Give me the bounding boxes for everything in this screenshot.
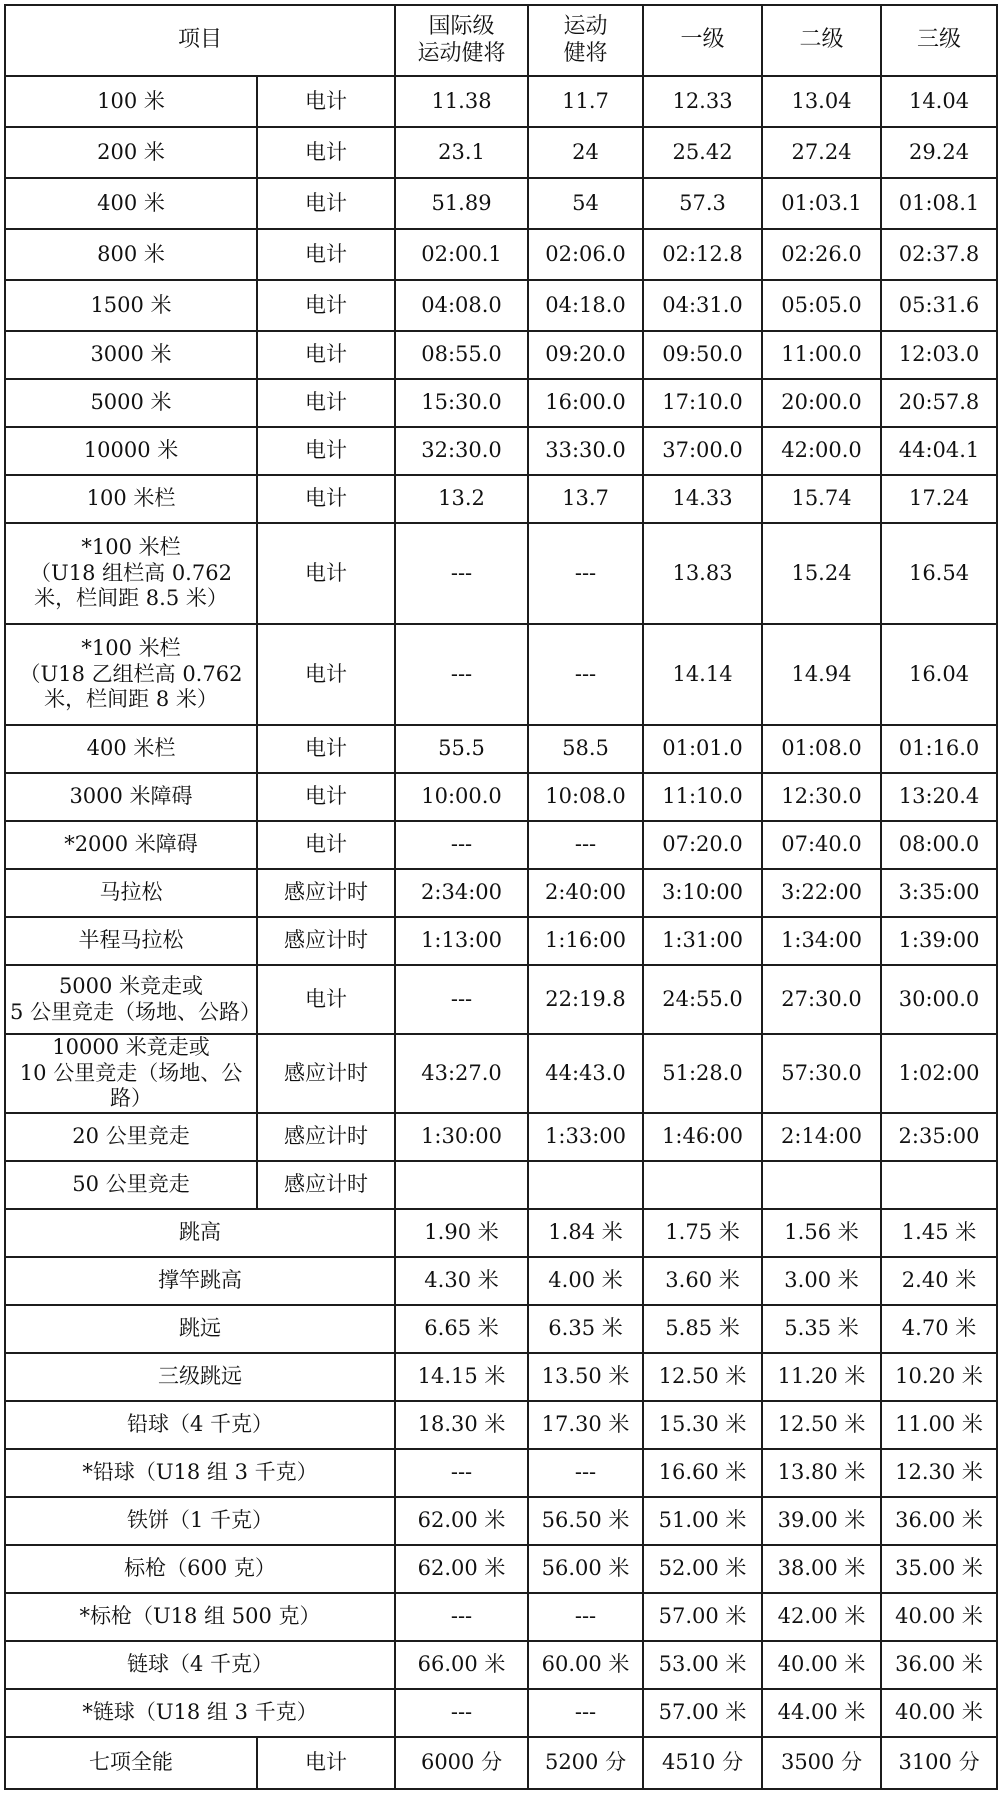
standard-value: 56.50 米 [528,1497,643,1545]
event-name: 半程马拉松 [5,917,257,965]
event-name: 100 米 [5,76,257,127]
standard-value: 14.94 [762,624,881,725]
table-row [5,1353,997,1401]
timing-method: 电计 [257,76,395,127]
standard-value: 10:08.0 [528,773,643,821]
standard-value: 56.00 米 [528,1545,643,1593]
table-row [5,821,997,869]
standard-value: 1:46:00 [643,1113,762,1161]
standard-value: 13.7 [528,475,643,523]
standard-value: 16.54 [881,523,997,624]
standard-value: 13.50 米 [528,1353,643,1401]
standard-value: 4.70 米 [881,1305,997,1353]
standard-value: 20:57.8 [881,379,997,427]
event-name: 10000 米 [5,427,257,475]
standard-value: 3.60 米 [643,1257,762,1305]
standards-table [4,4,998,1790]
timing-method: 电计 [257,475,395,523]
table-row [5,76,997,127]
standard-value: 1.75 米 [643,1209,762,1257]
table-row [5,917,997,965]
standard-value: 13:20.4 [881,773,997,821]
standard-value: 5200 分 [528,1737,643,1789]
table-row [5,475,997,523]
standard-value: 1:34:00 [762,917,881,965]
standard-value: 2:34:00 [395,869,528,917]
standard-value: 13.2 [395,475,528,523]
timing-method: 电计 [257,965,395,1034]
standard-value: --- [528,821,643,869]
standard-value: 22:19.8 [528,965,643,1034]
standard-value: 44:43.0 [528,1034,643,1113]
table-row [5,1113,997,1161]
standard-value: 15:30.0 [395,379,528,427]
standard-value: 44:04.1 [881,427,997,475]
standard-value: 01:01.0 [643,725,762,773]
table-row [5,379,997,427]
standard-value: 14.33 [643,475,762,523]
standard-value: 1:30:00 [395,1113,528,1161]
standard-value: 16.04 [881,624,997,725]
standard-value: 02:00.1 [395,229,528,280]
standard-value: 4.30 米 [395,1257,528,1305]
standard-value: 04:08.0 [395,280,528,331]
standard-value: --- [395,1593,528,1641]
standard-value: 17.30 米 [528,1401,643,1449]
standard-value: 10.20 米 [881,1353,997,1401]
standard-value: 3:10:00 [643,869,762,917]
standard-value: 42.00 米 [762,1593,881,1641]
table-row [5,178,997,229]
standard-value: --- [395,821,528,869]
event-name: 标枪（600 克） [5,1545,395,1593]
table-row [5,1401,997,1449]
standard-value: 11.38 [395,76,528,127]
event-name: 1500 米 [5,280,257,331]
standard-value: 1:39:00 [881,917,997,965]
timing-method: 电计 [257,178,395,229]
header-level: 一级 [643,5,762,76]
standard-value: 09:20.0 [528,331,643,379]
standard-value: 54 [528,178,643,229]
standard-value: 07:20.0 [643,821,762,869]
standard-value: 39.00 米 [762,1497,881,1545]
standard-value: 6000 分 [395,1737,528,1789]
event-name: 400 米栏 [5,725,257,773]
standard-value: 35.00 米 [881,1545,997,1593]
event-name: 5000 米竞走或 5 公里竞走（场地、公路） [5,965,257,1034]
standard-value: 4.00 米 [528,1257,643,1305]
standard-value: 57.00 米 [643,1689,762,1737]
standard-value: 1:16:00 [528,917,643,965]
standard-value: 12.30 米 [881,1449,997,1497]
standard-value: 02:06.0 [528,229,643,280]
standard-value: 38.00 米 [762,1545,881,1593]
timing-method: 电计 [257,821,395,869]
standard-value: --- [528,1689,643,1737]
header-event: 项目 [5,5,395,76]
standard-value: 42:00.0 [762,427,881,475]
standard-value: 27:30.0 [762,965,881,1034]
timing-method: 电计 [257,1737,395,1789]
standard-value: 2.40 米 [881,1257,997,1305]
standard-value: 52.00 米 [643,1545,762,1593]
standard-value: 12.50 米 [762,1401,881,1449]
standard-value: 14.15 米 [395,1353,528,1401]
table-row [5,523,997,624]
standard-value: 11.00 米 [881,1401,997,1449]
table-row [5,1545,997,1593]
standard-value: 08:00.0 [881,821,997,869]
header-level: 二级 [762,5,881,76]
standard-value: 15.74 [762,475,881,523]
standard-value: 4510 分 [643,1737,762,1789]
event-name: 3000 米 [5,331,257,379]
standard-value: 3500 分 [762,1737,881,1789]
standard-value: 25.42 [643,127,762,178]
event-name: 铅球（4 千克） [5,1401,395,1449]
standard-value: 51.00 米 [643,1497,762,1545]
event-name: 800 米 [5,229,257,280]
header-level: 国际级 运动健将 [395,5,528,76]
standard-value: 58.5 [528,725,643,773]
standard-value: 16:00.0 [528,379,643,427]
standard-value: --- [395,523,528,624]
timing-method: 电计 [257,427,395,475]
standard-value [395,1161,528,1209]
standard-value: 04:31.0 [643,280,762,331]
standard-value: 55.5 [395,725,528,773]
timing-method: 电计 [257,331,395,379]
standard-value: 1.90 米 [395,1209,528,1257]
standard-value: 02:26.0 [762,229,881,280]
standard-value: 62.00 米 [395,1497,528,1545]
standard-value: 37:00.0 [643,427,762,475]
table-row [5,1034,997,1113]
table-row [5,965,997,1034]
standard-value: 04:18.0 [528,280,643,331]
standard-value: 36.00 米 [881,1497,997,1545]
table-row [5,1449,997,1497]
event-name: *铅球（U18 组 3 千克） [5,1449,395,1497]
standard-value: 6.35 米 [528,1305,643,1353]
table-row [5,1209,997,1257]
standard-value: 6.65 米 [395,1305,528,1353]
standard-value: 40.00 米 [881,1689,997,1737]
standard-value: 27.24 [762,127,881,178]
event-name: 200 米 [5,127,257,178]
standard-value: 01:08.1 [881,178,997,229]
standard-value: 57:30.0 [762,1034,881,1113]
table-row [5,280,997,331]
event-name: 400 米 [5,178,257,229]
standard-value: 16.60 米 [643,1449,762,1497]
timing-method: 电计 [257,229,395,280]
table-row [5,229,997,280]
standard-value: 2:40:00 [528,869,643,917]
event-name: 七项全能 [5,1737,257,1789]
standard-value: 05:05.0 [762,280,881,331]
event-name: 撑竿跳高 [5,1257,395,1305]
standard-value: 2:14:00 [762,1113,881,1161]
timing-method: 电计 [257,280,395,331]
event-name: 3000 米障碍 [5,773,257,821]
standard-value: 1:33:00 [528,1113,643,1161]
header-row [5,5,997,76]
standard-value: 24 [528,127,643,178]
table-row [5,624,997,725]
standard-value: 30:00.0 [881,965,997,1034]
standard-value [643,1161,762,1209]
standard-value: 57.3 [643,178,762,229]
standard-value: 3:22:00 [762,869,881,917]
standard-value: 13.04 [762,76,881,127]
standard-value: 02:37.8 [881,229,997,280]
timing-method: 感应计时 [257,1113,395,1161]
standard-value: 13.83 [643,523,762,624]
standard-value: --- [528,624,643,725]
standard-value: 12.50 米 [643,1353,762,1401]
header-level: 三级 [881,5,997,76]
standard-value: 33:30.0 [528,427,643,475]
timing-method: 电计 [257,523,395,624]
event-name: *100 米栏 （U18 乙组栏高 0.762 米，栏间距 8 米） [5,624,257,725]
timing-method: 感应计时 [257,869,395,917]
table-row [5,127,997,178]
timing-method: 感应计时 [257,917,395,965]
header-level: 运动 健将 [528,5,643,76]
table-row [5,427,997,475]
standard-value: 11.20 米 [762,1353,881,1401]
standard-value: 2:35:00 [881,1113,997,1161]
standard-value: 01:08.0 [762,725,881,773]
standard-value: 24:55.0 [643,965,762,1034]
event-name: 跳高 [5,1209,395,1257]
standard-value: 5.85 米 [643,1305,762,1353]
timing-method: 感应计时 [257,1161,395,1209]
timing-method: 感应计时 [257,1034,395,1113]
standard-value: 1:13:00 [395,917,528,965]
standard-value [762,1161,881,1209]
table-row [5,331,997,379]
standard-value: 20:00.0 [762,379,881,427]
event-name: 马拉松 [5,869,257,917]
standard-value: 1:31:00 [643,917,762,965]
standard-value: 15.24 [762,523,881,624]
standard-value: --- [395,1449,528,1497]
standard-value: 53.00 米 [643,1641,762,1689]
standard-value: 09:50.0 [643,331,762,379]
timing-method: 电计 [257,379,395,427]
event-name: 100 米栏 [5,475,257,523]
standard-value: 3100 分 [881,1737,997,1789]
standard-value: 08:55.0 [395,331,528,379]
standard-value: 1.84 米 [528,1209,643,1257]
table-row [5,1305,997,1353]
standard-value: 23.1 [395,127,528,178]
standard-value: 40.00 米 [881,1593,997,1641]
standard-value: 1.45 米 [881,1209,997,1257]
standard-value [528,1161,643,1209]
event-name: 50 公里竞走 [5,1161,257,1209]
standard-value: 3.00 米 [762,1257,881,1305]
table-row [5,1161,997,1209]
standard-value: 40.00 米 [762,1641,881,1689]
standard-value: 05:31.6 [881,280,997,331]
event-name: 链球（4 千克） [5,1641,395,1689]
event-name: 三级跳远 [5,1353,395,1401]
event-name: *100 米栏 （U18 组栏高 0.762 米，栏间距 8.5 米） [5,523,257,624]
table-row [5,1593,997,1641]
standard-value: 62.00 米 [395,1545,528,1593]
standard-value: 29.24 [881,127,997,178]
event-name: 10000 米竞走或 10 公里竞走（场地、公路） [5,1034,257,1113]
standard-value: 11:00.0 [762,331,881,379]
standard-value: 01:03.1 [762,178,881,229]
standard-value: 12.33 [643,76,762,127]
standard-value: 51.89 [395,178,528,229]
table-row [5,869,997,917]
standard-value: 1.56 米 [762,1209,881,1257]
standard-value: 3:35:00 [881,869,997,917]
event-name: 跳远 [5,1305,395,1353]
standard-value: --- [395,965,528,1034]
standard-value: 57.00 米 [643,1593,762,1641]
standard-value: --- [395,624,528,725]
standard-value: 60.00 米 [528,1641,643,1689]
timing-method: 电计 [257,624,395,725]
standard-value: 15.30 米 [643,1401,762,1449]
standard-value: 10:00.0 [395,773,528,821]
event-name: *标枪（U18 组 500 克） [5,1593,395,1641]
standard-value: --- [395,1689,528,1737]
standard-value: 12:30.0 [762,773,881,821]
timing-method: 电计 [257,127,395,178]
standard-value: 36.00 米 [881,1641,997,1689]
table-row [5,1689,997,1737]
standard-value: 18.30 米 [395,1401,528,1449]
standard-value: 5.35 米 [762,1305,881,1353]
table-row [5,1641,997,1689]
event-name: *2000 米障碍 [5,821,257,869]
table-row [5,725,997,773]
standard-value: --- [528,1593,643,1641]
standard-value: --- [528,523,643,624]
table-row [5,1257,997,1305]
standard-value: 11:10.0 [643,773,762,821]
event-name: 20 公里竞走 [5,1113,257,1161]
standard-value: 17.24 [881,475,997,523]
timing-method: 电计 [257,725,395,773]
table-row [5,773,997,821]
event-name: 5000 米 [5,379,257,427]
standard-value: 13.80 米 [762,1449,881,1497]
standard-value: 44.00 米 [762,1689,881,1737]
standard-value: 51:28.0 [643,1034,762,1113]
timing-method: 电计 [257,773,395,821]
standard-value [881,1161,997,1209]
standard-value: 07:40.0 [762,821,881,869]
standard-value: 02:12.8 [643,229,762,280]
table-row [5,1737,997,1789]
standard-value: 17:10.0 [643,379,762,427]
standard-value: 14.04 [881,76,997,127]
standard-value: 32:30.0 [395,427,528,475]
standard-value: 1:02:00 [881,1034,997,1113]
standard-value: 43:27.0 [395,1034,528,1113]
event-name: *链球（U18 组 3 千克） [5,1689,395,1737]
table-row [5,1497,997,1545]
standard-value: 66.00 米 [395,1641,528,1689]
standard-value: 12:03.0 [881,331,997,379]
standard-value: 01:16.0 [881,725,997,773]
event-name: 铁饼（1 千克） [5,1497,395,1545]
standard-value: --- [528,1449,643,1497]
standard-value: 11.7 [528,76,643,127]
standard-value: 14.14 [643,624,762,725]
